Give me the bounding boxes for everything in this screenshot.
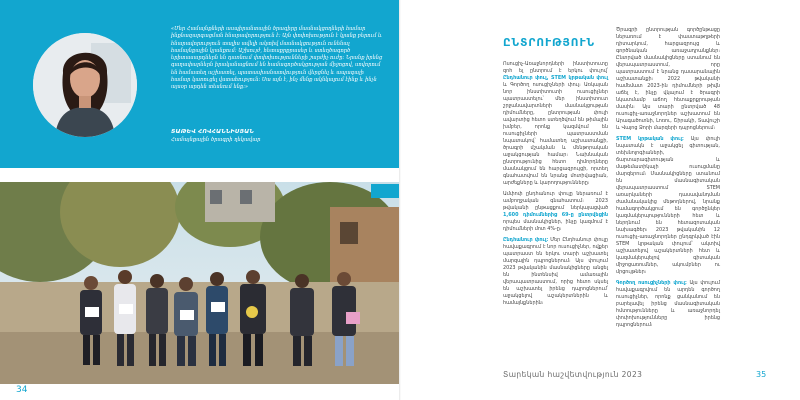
report-footer: Տարեկան հաշվետվություն 2023 [503,370,643,379]
paragraph: Ծրագրի ընտրության գործընթացը ներառում է փաստաթղթերի դիտարկում, հարցազրույց և գործնական առաջադրանքներ։ Ընտրված մասնակիցները ստանում են վերապատրաստում, որը պատրաստում է նրանց դասարանային աշխատանքի։ 2022 թվականի համեմատ 2023-ին դիմումների թիվն աճել է, ինչը վկայում է ծրագրի նկատմամբ աճող հետաքրքրության մասին։ Այս տարի ընտրված 48 ուսուցիչ-առաջնորդներ աշխատում են Արագածոտնի, Լոռու, Շիրակի, Տավուշի և Վայոց Ձորի մարզերի դպրոցներում։ [616,27,720,131]
page-number-left: 34 [16,385,28,395]
text-column-1 [503,61,608,311]
page-number-right: 35 [756,370,767,379]
accent-strip [371,184,400,198]
paragraph: Ընդհանուր փուլ։ Մեր Ընդհանուր փուլը հավաքագրում է նոր ուսուցիչներ, ովքեր պատրաստ են երկու տարի աշխատել մարզային դպրոցներում։ Այս փուլում 2023 թվականին մասնակիցները անցել են ինտենսիվ ամառային վերապատրաստում, որից հետո սկսել են աշխատել իրենց դպրոցներում՝ աջակցելով աշակերտներին և համայնքներին։ [503,237,608,306]
paragraph: Ոսուցիչ-Առաջնորդների ինստիտուտը զոհ ել ընտրում է երկու փուլով՝ Ընդհանուր փուլ, STEM կրթական փուլ և Գործող ոսուցիչների փուլ։ Առկայան նոր ինստիտուտի ուսուցիչներ պատրաստելու՝ մեր ինստիտուտ շրջանավարտների մասնակցության դիմումները, ընտրության փուլի ավարտից հետո ստեղծվում են թիմային խմբեր, որոնք կազմվում են ուսուցիչների պատրաստման նպատակով՝ համատեղ աշխատանքի, ծրագրի մշակման և մենթորական աջակցության համար։ Նախնական ընտրությունից հետո դիմորդները մասնակցում են հարցազրույցի, որտեղ գնահատվում են նրանց մոտիվացիան, արժեքները և կարողությունները։ [503,61,608,186]
section-title: ԸՆՏՐՈՒԹՅՈՒՆ [503,37,596,49]
portrait-photo [33,33,137,137]
paragraph: Գործող ոսուցիչների փուլ։ Այս փուլում հավաքագրվում են արդեն գործող ուսուցիչներ, որոնք ցանկանում են բարելավել իրենց մասնագիտական հմտությունները և առաջնորդել փոփոխությունները իրենց դպրոցներում։ [616,280,720,328]
text-column-2 [616,27,720,333]
paragraph: Ամփոփ ընդհանուր փուլը ներառում է ամբողջական գնահատում։ 2023 թվականի ընթացքում ներկայացված 1,600 դիմումներից 69-ը ընտրվեցին որպես մասնակիցներ, ինչը կազմում է դիմումների մոտ 4%-ը։ [503,191,608,232]
page-gutter [399,0,401,400]
group-photo [0,182,400,384]
paragraph: STEM կրթական փուլ։ Այս փուլի նպատակն է աջակցել գիտության, տեխնոլոգիաների, ճարտարագիտության և մաթեմատիկայի ուսուցմանը մարզերում։ Մասնակիցները ստանում են մասնագիտական վերապատրաստում STEM առարկաների դասավանդման ժամանակակից մեթոդներով, նրանք համագործակցում են գործընկեր կազմակերպությունների հետ և ներդնում են հետազոտական նախագծեր։ 2023 թվականին 12 ուսուցիչ-առաջնորդներ ընդգրկված էին STEM կրթական փուլում՝ ակտիվ աշխատելով աշակերտների հետ և կազմակերպելով գիտական միջոցառումներ, ակումբներ ու մրցույթներ։ [616,136,720,275]
testimonial-quote: «Մեր Համայնքների ասպիրանտային ծրագիրը մասնակցողների համար ինքնազարգացման հնարավորություն է։ Այն փոփոխություն է կյանք բերում և հնարավորություն տալիս ավելի ակտիվ մասնակցություն ունենալ համայնքային կյանքում։ Աշխույժ, հետաքրքրասեր և ստեղծագործ երիտասարդներն են դառնում փոփոխությունների շարժիչ ուժը։ Նրանք իրենց գաղափարներն իրականացնում են համագործակցության միջոցով, սովորում են համատեղ աշխատել, պատասխանատվություն վերցնել և ապագայի համար կառուցել վստահություն։ Սա այն է, ինչ մենք ակնկալում էինք և ինչն այսօր արդեն տեսնում ենք։» [171,26,383,91]
quote-author-role: Համայնքային ծրագրի ղեկավար [171,137,261,143]
quote-panel [0,0,400,168]
quote-author-name: ՏԱԹԵՎ ՀՈՎՀԱՆՆԻՍՅԱՆ [171,129,254,135]
